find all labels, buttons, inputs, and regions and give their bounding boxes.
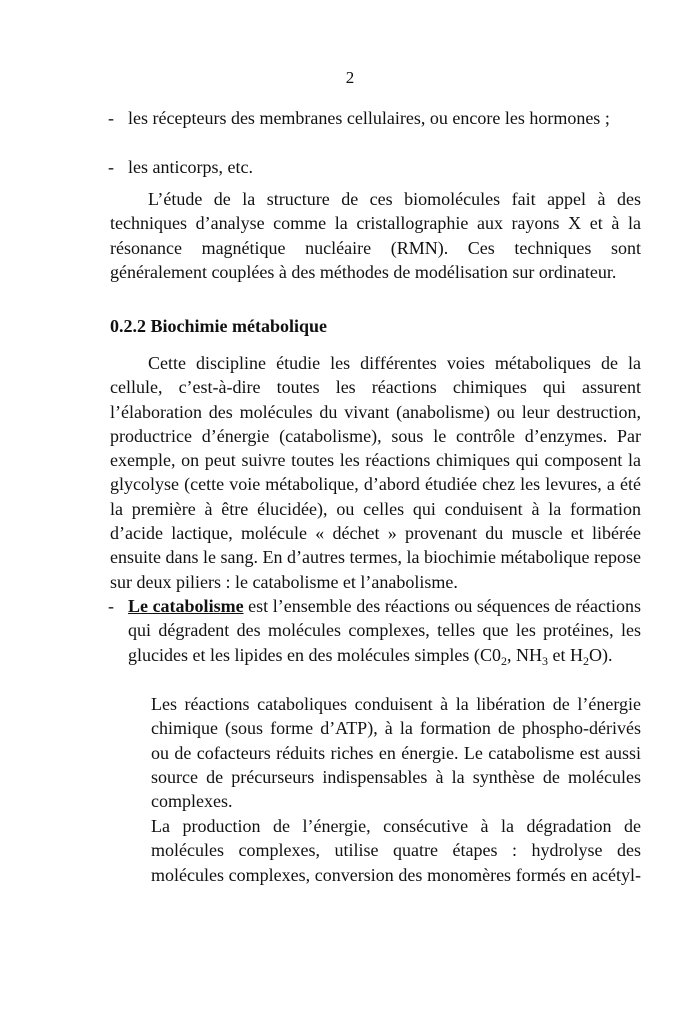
- list-item-antibodies: [108, 155, 641, 179]
- list-item-receptors: [108, 106, 641, 130]
- catabolism-definition: est l’ensemble des réactions ou séquences de réactions qui dégradent des molécules complexes, telles que les protéines, les glucides et les lipides en des molécules simples (: [128, 596, 641, 665]
- paragraph-catabolic-reactions: Les réactions cataboliques conduisent à la libération de l’énergie chimique (sous forme d’ATP), à la formation de phospho-dérivés ou de cofacteurs réduits riches en énergie. Le catabolisme est aussi source de précurseurs indispensables à la synthèse de molécules complexes.: [151, 694, 641, 812]
- dash-bullet: -: [108, 108, 114, 128]
- list-item-receptors-text: les récepteurs des membranes cellulaires, ou encore les hormones ;: [128, 108, 610, 128]
- list-item-antibodies-text: les anticorps, etc.: [128, 157, 253, 177]
- catabolism-term: Le catabolisme: [128, 596, 244, 616]
- section-heading: 0.2.2 Biochimie métabolique: [110, 316, 327, 336]
- page-number: 2: [345, 68, 355, 87]
- formula-nh3: $NH_3$: [515, 644, 548, 668]
- formula-h2o: $H_2O$: [569, 644, 602, 668]
- dash-bullet: -: [108, 596, 114, 616]
- list-item-catabolism: - Le catabolisme est l’ensemble des réactions ou séquences de réactions qui dégradent des molécules complexes, telles que les protéines, les glucides et les lipides en des molécules simples ($C0_2$, $NH_3$ et $H_2O$).: [108, 596, 641, 668]
- paragraph-metabolic-discipline: Cette discipline étudie les différentes voies métaboliques de la cellule, c’est-à-dire toutes les réactions chimiques qui assurent l’élaboration des molécules du vivant (anabolisme) ou leur destruction, productrice d’énergie (catabolisme), sous le contrôle d’enzymes. Par exemple, on peut suivre toutes les réactions chimiques qui composent la glycolyse (cette voie métabolique, d’abord étudiée chez les levures, a été la première à être élucidée), ou celles qui conduisent à la formation d’acide lactique, molécule « déchet » provenant du muscle et libérée ensuite dans le sang. En d’autres termes, la biochimie métabolique repose sur deux piliers : le catabolisme et l’anabolisme.: [110, 353, 641, 592]
- paragraph-energy-production: La production de l’énergie, consécutive à la dégradation de molécules complexes, utilise quatre étapes : hydrolyse des molécules complexes, conversion des monomères formés en acétyl-: [151, 816, 641, 885]
- dash-bullet: -: [108, 157, 114, 177]
- formula-co2: $C0_2$: [479, 644, 507, 668]
- paragraph-structure-analysis: L’étude de la structure de ces biomolécules fait appel à des techniques d’analyse comme la cristallographie aux rayons X et à la résonance magnétique nucléaire (RMN). Ces techniques sont généralement couplées à des méthodes de modélisation sur ordinateur.: [110, 189, 641, 282]
